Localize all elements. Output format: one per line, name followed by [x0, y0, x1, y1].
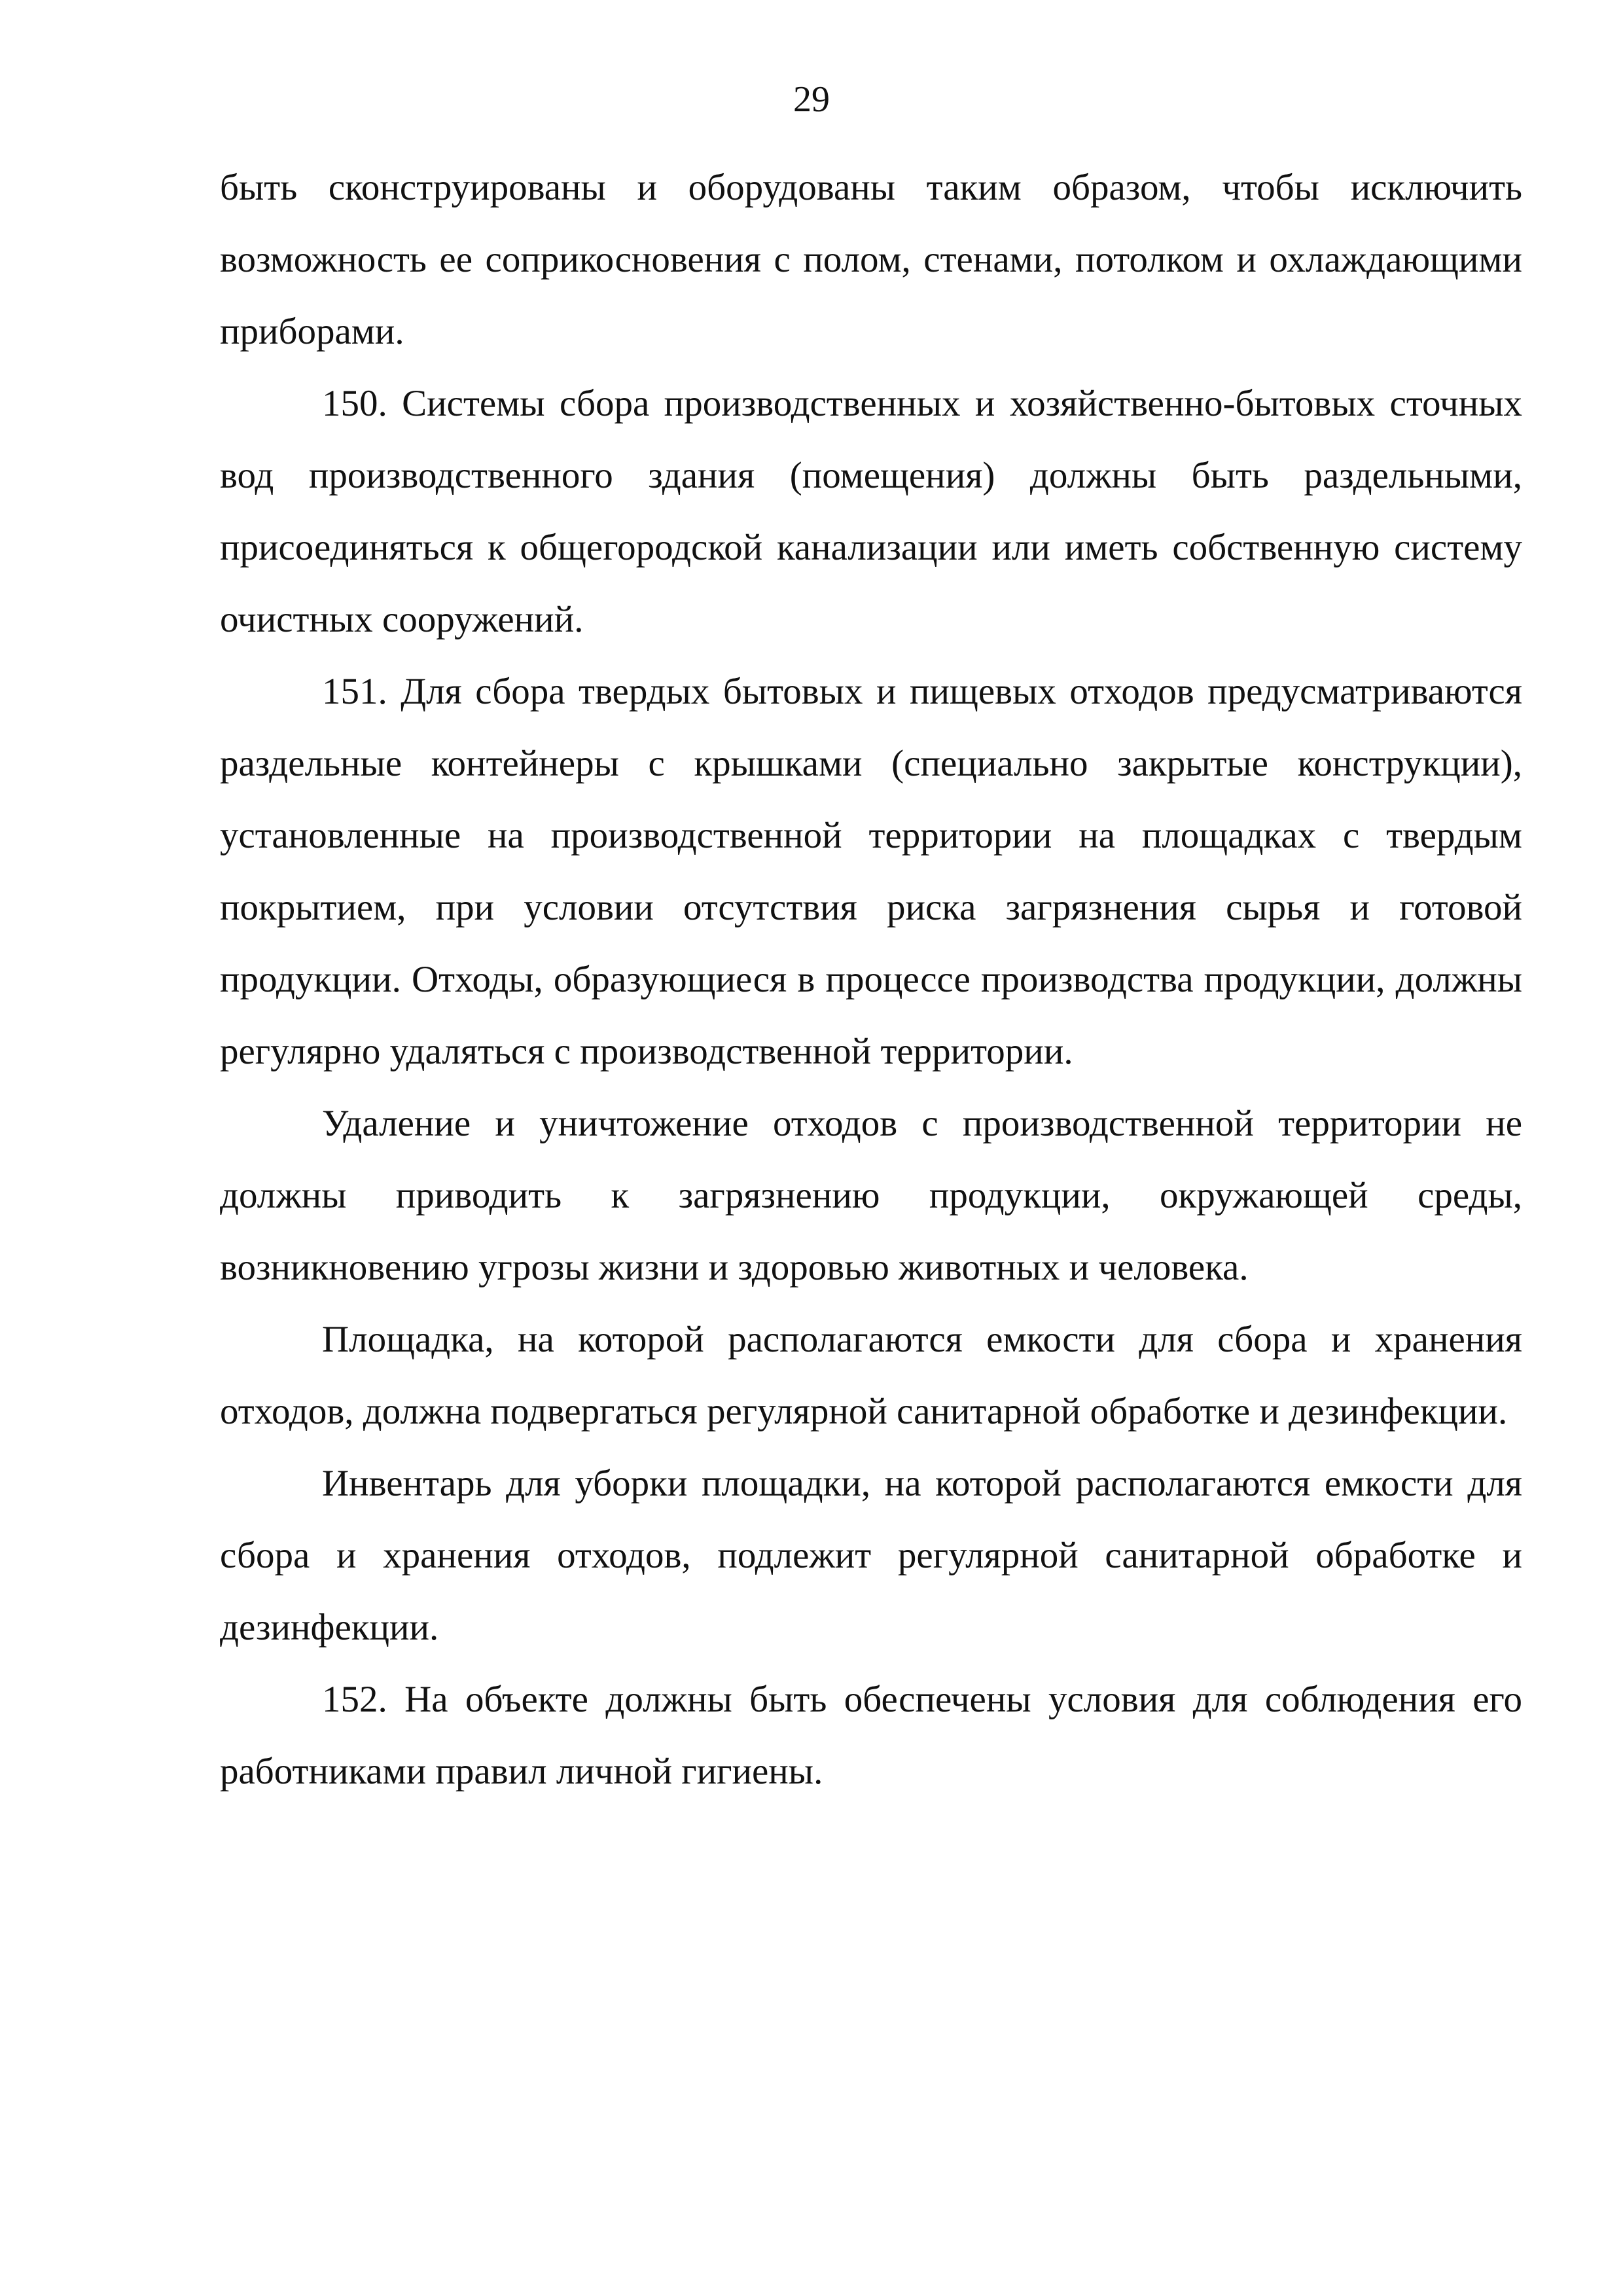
paragraph-waste-area: Площадка, на которой располагаются емкости для сбора и хранения отходов, должна подвергаться регулярной санитарной обработке и дезинфекции. [220, 1319, 1522, 1432]
page-number: 29 [793, 79, 830, 120]
paragraph-waste-removal: Удаление и уничтожение отходов с производственной территории не должны приводить к загрязнению продукции, окружающей среды, возникновению угрозы жизни и здоровью животных и человека. [220, 1103, 1522, 1288]
paragraph-item-152: 152. На объекте должны быть обеспечены условия для соблюдения его работниками правил личной гигиены. [220, 1679, 1522, 1792]
paragraph-cleaning-inventory: Инвентарь для уборки площадки, на которой располагаются емкости для сбора и хранения отходов, подлежит регулярной санитарной обработке и дезинфекции. [220, 1463, 1522, 1648]
paragraph-continuation: быть сконструированы и оборудованы таким образом, чтобы исключить возможность ее соприкосновения с полом, стенами, потолком и охлаждающими приборами. [220, 167, 1522, 352]
paragraph-item-151: 151. Для сбора твердых бытовых и пищевых отходов предусматриваются раздельные контейнеры с крышками (специально закрытые конструкции), установленные на производственной территории на площадках с твердым покрытием, при условии отсутствия риска загрязнения сырья и готовой продукции. Отходы, образующиеся в процессе производства продукции, должны регулярно удаляться с производственной территории. [220, 671, 1522, 1072]
document-body [220, 152, 1522, 1808]
paragraph-item-150: 150. Системы сбора производственных и хозяйственно-бытовых сточных вод производственного здания (помещения) должны быть раздельными, присоединяться к общегородской канализации или иметь собственную систему очистных сооружений. [220, 383, 1522, 640]
